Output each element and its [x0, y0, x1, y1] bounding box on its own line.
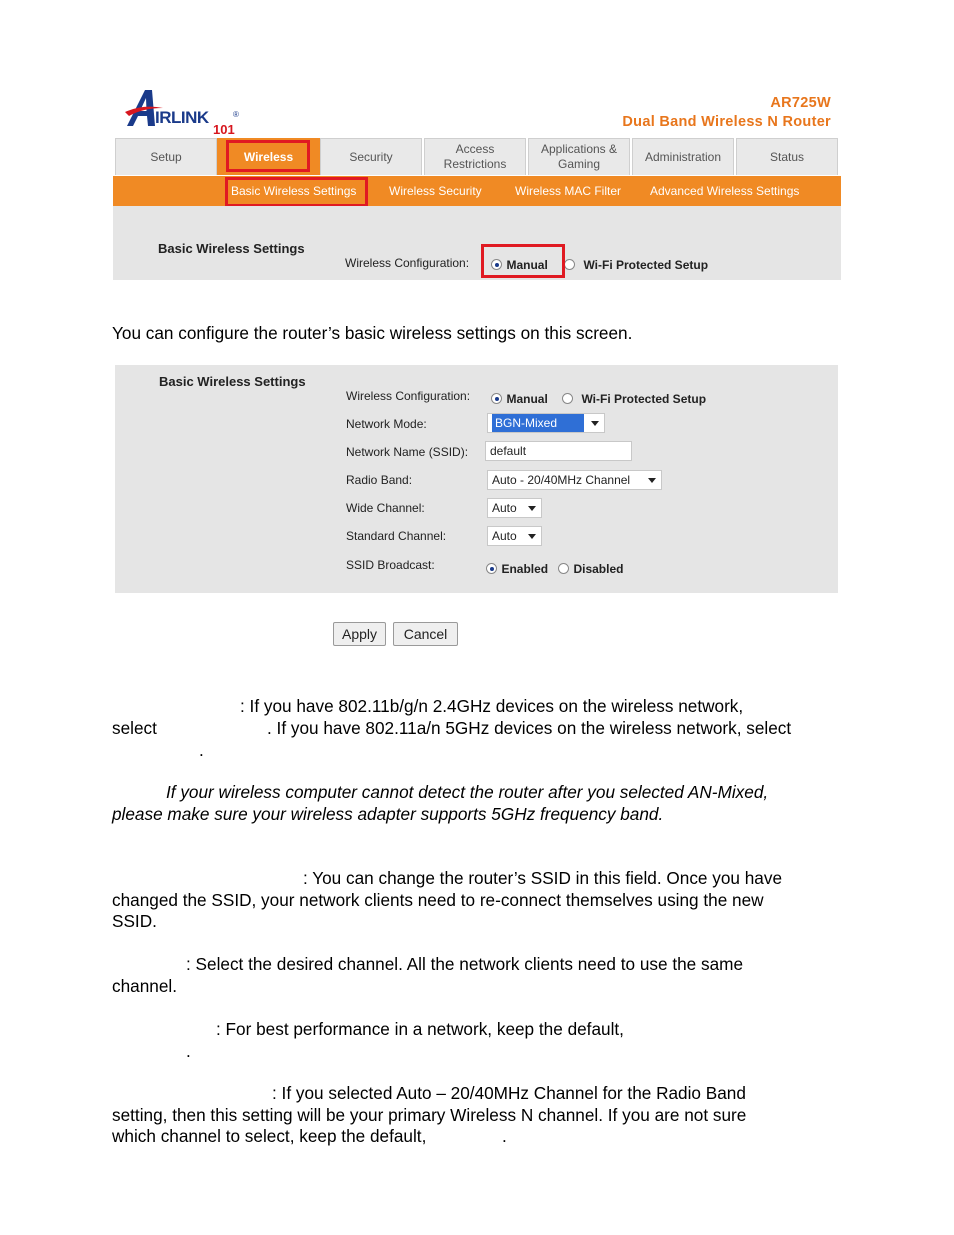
wps-option[interactable]	[564, 256, 708, 274]
wide-channel-description-line3a: which channel to select, keep the default,	[112, 1126, 427, 1146]
tab-security[interactable]: Security	[320, 138, 422, 175]
network-mode-label: Network Mode:	[346, 417, 427, 431]
radio-band-label: Radio Band:	[346, 473, 413, 487]
network-mode-description-line3: .	[199, 740, 204, 760]
chevron-down-icon	[591, 421, 599, 426]
note-line1: If your wireless computer cannot detect the router after you selected AN-Mixed,	[166, 782, 769, 802]
wps-option[interactable]	[562, 390, 706, 408]
subnav-basic-wireless-settings[interactable]: Basic Wireless Settings	[231, 184, 357, 198]
router-header-screenshot	[113, 80, 841, 280]
radio-band-select[interactable]	[487, 470, 662, 490]
tab-administration[interactable]: Administration	[632, 138, 734, 175]
wide-channel-label: Wide Channel:	[346, 501, 425, 515]
wps-radio[interactable]	[564, 259, 575, 270]
wide-channel-value: Auto	[492, 501, 517, 515]
radio-band-description-line1: : For best performance in a network, keep the default,	[216, 1019, 624, 1039]
channel-description-line1: : Select the desired channel. All the network clients need to use the same	[186, 954, 744, 974]
standard-channel-label: Standard Channel:	[346, 529, 447, 543]
model-number: AR725W	[770, 95, 831, 111]
tab-access-restrictions[interactable]	[424, 138, 526, 175]
disabled-option-label: Disabled	[573, 562, 624, 576]
chevron-down-icon	[528, 506, 536, 511]
channel-description-line2: channel.	[112, 976, 177, 996]
wide-channel-description-line2: setting, then this setting will be your primary Wireless N channel. If you are not sure	[112, 1105, 747, 1125]
ssid-description-line3: SSID.	[112, 911, 157, 931]
wireless-configuration-label: Wireless Configuration:	[346, 389, 471, 403]
highlight-basic-wireless-settings	[225, 177, 368, 207]
tab-setup[interactable]: Setup	[115, 138, 217, 175]
logo-number: 101	[213, 122, 235, 137]
tab-label: Applications & Gaming	[540, 142, 618, 171]
standard-channel-select[interactable]	[487, 526, 542, 546]
ssid-broadcast-enabled-option[interactable]	[486, 560, 548, 578]
ssid-description-line2: changed the SSID, your network clients need to re-connect themselves using the new	[112, 890, 764, 910]
network-mode-description-line2: . If you have 802.11a/n 5GHz devices on the wireless network, select	[267, 718, 792, 738]
wireless-configuration-label: Wireless Configuration:	[345, 256, 470, 270]
network-mode-select[interactable]	[487, 413, 605, 433]
sub-navigation	[113, 176, 841, 206]
ssid-broadcast-disabled-option[interactable]	[558, 560, 623, 578]
section-title: Basic Wireless Settings	[158, 241, 305, 256]
chevron-down-icon	[528, 534, 536, 539]
network-mode-description-line1: : If you have 802.11b/g/n 2.4GHz devices on the wireless network,	[240, 696, 744, 716]
product-name: Dual Band Wireless N Router	[622, 114, 831, 130]
wide-channel-select[interactable]	[487, 498, 542, 518]
airlink-logo	[125, 84, 239, 137]
apply-button[interactable]: Apply	[333, 622, 386, 646]
wide-channel-description-line3b: .	[502, 1126, 507, 1146]
manual-option[interactable]	[491, 390, 548, 408]
subnav-wireless-security[interactable]: Wireless Security	[389, 184, 482, 198]
standard-channel-value: Auto	[492, 529, 517, 543]
tab-label: Access Restrictions	[443, 142, 507, 171]
disabled-radio[interactable]	[558, 563, 569, 574]
wide-channel-description-line1: : If you selected Auto – 20/40MHz Channel for the Radio Band	[272, 1083, 746, 1103]
enabled-radio[interactable]	[486, 563, 497, 574]
chevron-down-icon	[648, 478, 656, 483]
subnav-advanced-wireless-settings[interactable]: Advanced Wireless Settings	[650, 184, 800, 198]
network-mode-value: BGN-Mixed	[492, 414, 584, 432]
manual-radio[interactable]	[491, 393, 502, 404]
ssid-broadcast-label: SSID Broadcast:	[346, 558, 435, 572]
ssid-label: Network Name (SSID):	[346, 445, 469, 459]
basic-wireless-settings-screenshot	[115, 365, 838, 593]
wps-radio[interactable]	[562, 393, 573, 404]
subnav-wireless-mac-filter[interactable]: Wireless MAC Filter	[515, 184, 622, 198]
highlight-wireless-tab	[226, 140, 310, 172]
intro-text: You can configure the router’s basic wireless settings on this screen.	[112, 323, 633, 343]
highlight-manual-option	[481, 244, 565, 278]
enabled-option-label: Enabled	[501, 562, 549, 576]
wps-option-label: Wi-Fi Protected Setup	[583, 258, 709, 272]
cancel-button[interactable]: Cancel	[393, 622, 458, 646]
section-title: Basic Wireless Settings	[159, 374, 306, 389]
basic-settings-panel-top	[113, 206, 841, 280]
wps-option-label: Wi-Fi Protected Setup	[581, 392, 707, 406]
network-mode-description-select-a: select	[112, 718, 157, 738]
logo-wordmark: IRLINK	[155, 108, 209, 127]
logo-registered-mark: ®	[233, 110, 239, 119]
note-line2: please make sure your wireless adapter supports 5GHz frequency band.	[112, 804, 664, 824]
main-tabs	[113, 138, 841, 176]
tab-applications-gaming[interactable]	[528, 138, 630, 175]
manual-option-label: Manual	[506, 392, 548, 406]
model-info	[622, 94, 831, 132]
radio-band-value: Auto - 20/40MHz Channel	[492, 473, 631, 487]
radio-band-description-line2: .	[186, 1041, 191, 1061]
tab-status[interactable]: Status	[736, 138, 838, 175]
ssid-description-line1: : You can change the router’s SSID in this field. Once you have	[303, 868, 783, 888]
ssid-input[interactable]	[485, 441, 632, 461]
tab-wireless[interactable]: Wireless	[217, 138, 320, 175]
manual-option-label: Manual	[506, 258, 548, 272]
